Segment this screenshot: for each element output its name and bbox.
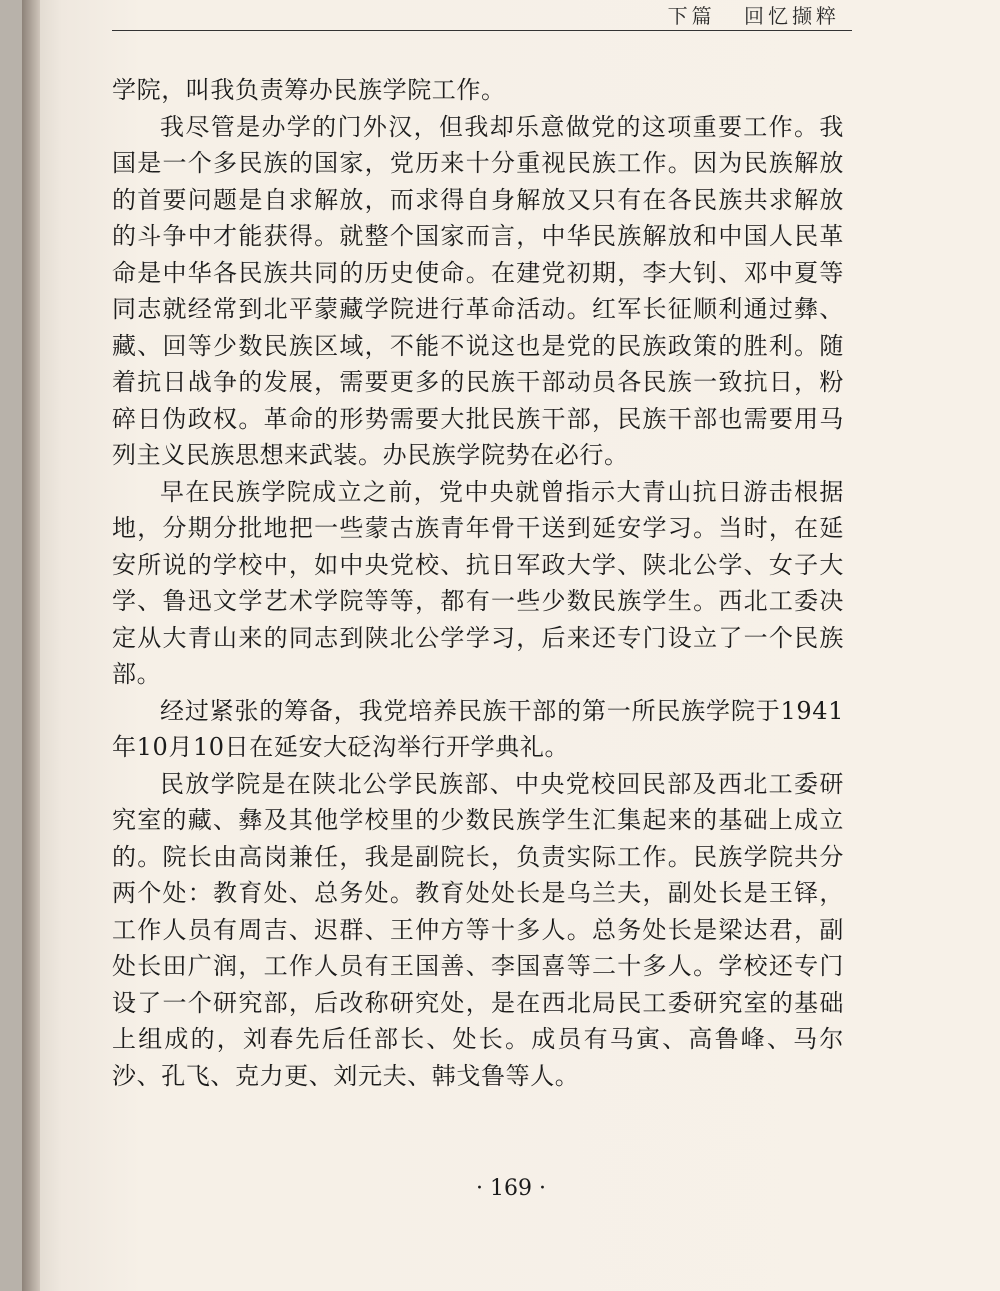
- paragraph-continuation: 学院，叫我负责筹办民族学院工作。: [112, 76, 506, 104]
- header-rule: [112, 30, 852, 31]
- book-page: [22, 0, 1000, 1291]
- running-header: [650, 0, 840, 29]
- header-section: 下篇: [667, 4, 716, 28]
- body-text: [112, 72, 844, 1094]
- paragraph: 早在民族学院成立之前，党中央就曾指示大青山抗日游击根据地，分期分批地把一些蒙古族青年骨干送到延安学习。当时，在延安所说的学校中，如中央党校、抗日军政大学、陕北公学、女子大学、鲁迅文学艺术学院等等，都有一些少数民族学生。西北工委决定从大青山来的同志到陕北公学学习，后来还专门设立了一个民族部。: [112, 477, 844, 688]
- paragraph: 经过紧张的筹备，我党培养民族干部的第一所民族学院于1941年10月10日在延安大砭沟举行开学典礼。: [112, 696, 844, 761]
- paragraph: 我尽管是办学的门外汉，但我却乐意做党的这项重要工作。我国是一个多民族的国家，党历来十分重视民族工作。因为民族解放的首要问题是自求解放，而求得自身解放又只有在各民族共求解放的斗争中才能获得。就整个国家而言，中华民族解放和中国人民革命是中华各民族共同的历史使命。在建党初期，李大钊、邓中夏等同志就经常到北平蒙藏学院进行革命活动。红军长征顺利通过彝、藏、回等少数民族区域，不能不说这也是党的民族政策的胜利。随着抗日战争的发展，需要更多的民族干部动员各民族一致抗日，粉碎日伪政权。革命的形势需要大批民族干部，民族干部也需要用马列主义民族思想来武装。办民族学院势在必行。: [112, 112, 844, 469]
- header-chapter: 回忆撷粹: [744, 4, 840, 28]
- paragraph: 民放学院是在陕北公学民族部、中央党校回民部及西北工委研究室的藏、彝及其他学校里的少数民族学生汇集起来的基础上成立的。院长由高岗兼任，我是副院长，负责实际工作。民族学院共分两个处：教育处、总务处。教育处处长是乌兰夫，副处长是王铎，工作人员有周吉、迟群、王仲方等十多人。总务处长是梁达君，副处长田广润，工作人员有王国善、李国喜等二十多人。学校还专门设了一个研究部，后改称研究处，是在西北局民工委研究室的基础上组成的，刘春先后任部长、处长。成员有马寅、高鲁峰、马尔沙、孔飞、克力更、刘元夫、韩戈鲁等人。: [112, 769, 844, 1090]
- page-number: · 169 ·: [476, 1176, 546, 1201]
